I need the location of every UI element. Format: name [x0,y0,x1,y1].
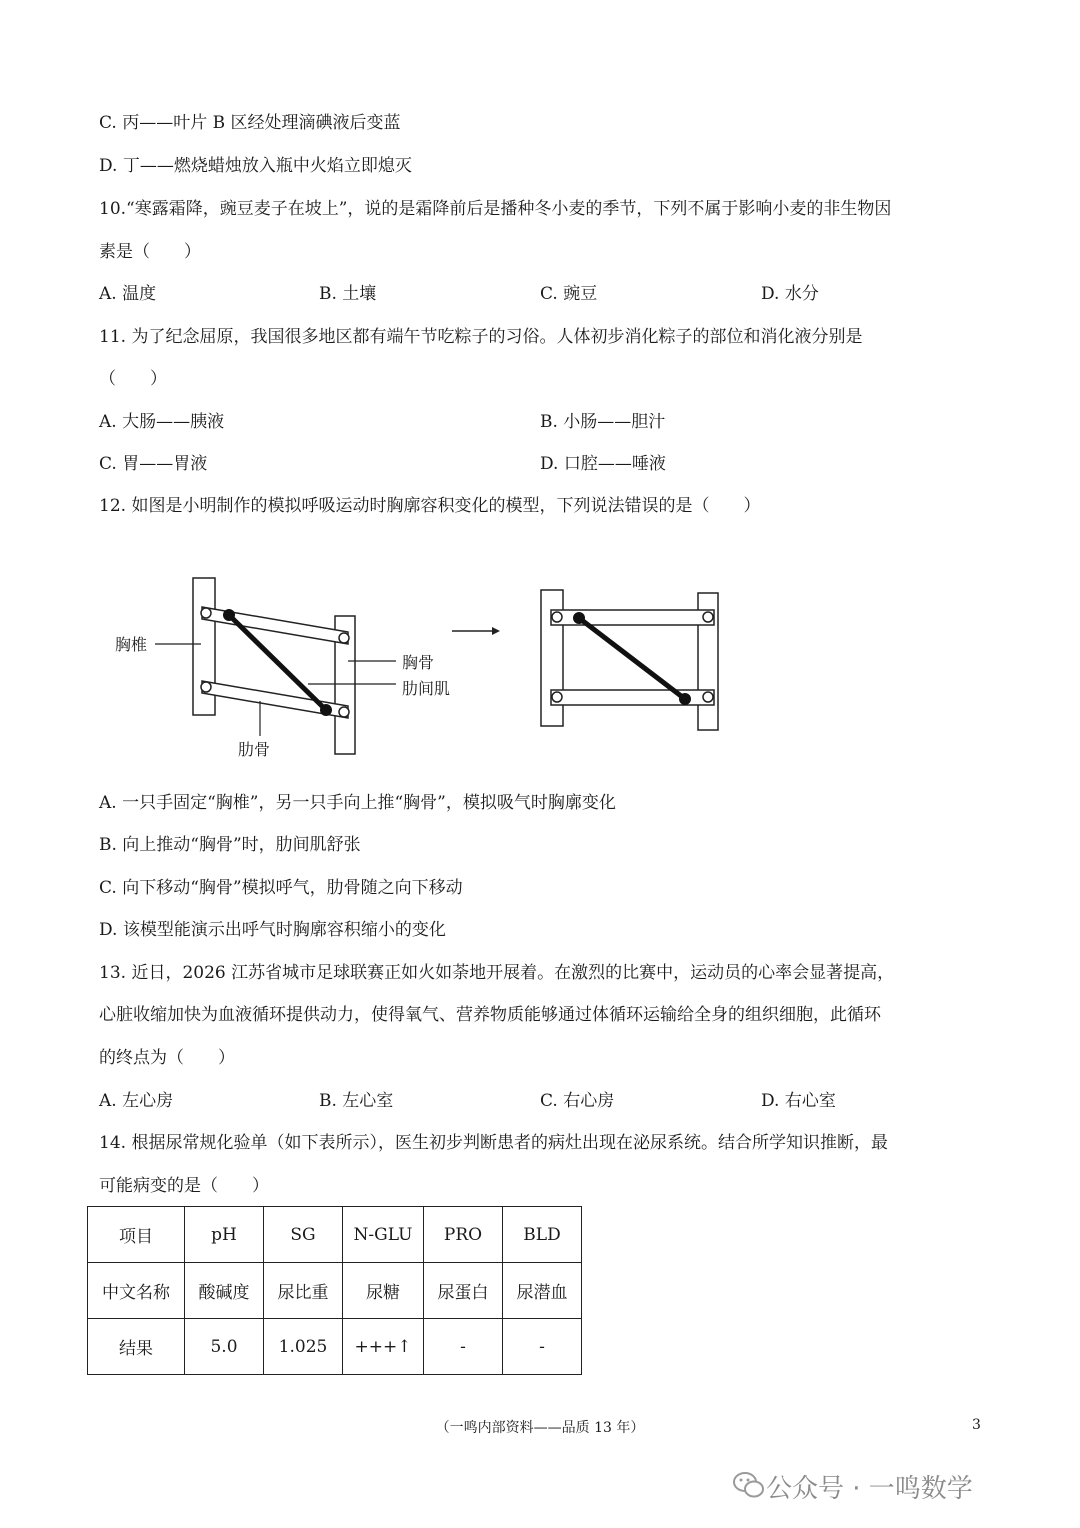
table-cell: 1.025 [264,1319,343,1375]
breathing-model-diagram [100,560,740,770]
q14-stem-line2: 可能病变的是（ ） [99,1176,269,1196]
table-cell: 结果 [88,1319,185,1375]
table-cell: SG [264,1207,343,1263]
q11-option-d: D. 口腔——唾液 [540,454,666,474]
label-rib: 肋骨 [238,740,271,759]
table-cell: N-GLU [343,1207,424,1263]
q10-option-b: B. 土壤 [319,284,377,304]
q11-option-b: B. 小肠——胆汁 [540,412,666,432]
table-cell: PRO [424,1207,503,1263]
q12-stem: 12. 如图是小明制作的模拟呼吸运动时胸廓容积变化的模型，下列说法错误的是（ ） [99,496,761,516]
table-cell: BLD [503,1207,582,1263]
table-cell: 尿比重 [264,1263,343,1319]
q10-stem-line2: 素是（ ） [99,242,201,262]
q12-option-b: B. 向上推动“胸骨”时，肋间肌舒张 [99,835,361,855]
q12-option-c: C. 向下移动“胸骨”模拟呼气，肋骨随之向下移动 [99,878,463,898]
q13-option-a: A. 左心房 [99,1091,174,1111]
q10-stem-line1: 10.“寒露霜降，豌豆麦子在坡上”，说的是霜降前后是播种冬小麦的季节，下列不属于影响小麦的非生物因 [99,199,892,219]
q11-option-a: A. 大肠——胰液 [99,412,225,432]
wechat-icon [732,1470,766,1500]
table-cell: 中文名称 [88,1263,185,1319]
table-cell: +++↑ [343,1319,424,1375]
q13-option-d: D. 右心室 [761,1091,836,1111]
table-cell: 5.0 [185,1319,264,1375]
table-row [88,1319,582,1375]
table-cell: 尿蛋白 [424,1263,503,1319]
q12-option-a: A. 一只手固定“胸椎”，另一只手向上推“胸骨”，模拟吸气时胸廓变化 [99,793,616,813]
q14-stem-line1: 14. 根据尿常规化验单（如下表所示），医生初步判断患者的病灶出现在泌尿系统。结合所学知识推断，最 [99,1133,888,1153]
table-cell: 尿潜血 [503,1263,582,1319]
q11-option-c: C. 胃——胃液 [99,454,208,474]
table-cell: - [503,1319,582,1375]
label-sternum: 胸骨 [402,653,435,672]
table-cell: pH [185,1207,264,1263]
page-footer: （一鸣内部资料——品质 13 年） [435,1420,645,1436]
table-cell: 尿糖 [343,1263,424,1319]
q13-stem-line2: 心脏收缩加快为血液循环提供动力，使得氧气、营养物质能够通过体循环运输给全身的组织细胞，此循环 [99,1005,881,1025]
q13-stem-line3: 的终点为（ ） [99,1048,235,1068]
page-number: 3 [972,1417,981,1433]
q9-option-c: C. 丙——叶片 B 区经处理滴碘液后变蓝 [99,113,401,133]
table-row [88,1207,582,1263]
label-spine: 胸椎 [115,635,148,654]
table-cell: 酸碱度 [185,1263,264,1319]
table-cell: - [424,1319,503,1375]
watermark: 公众号 · 一鸣数学 [766,1474,973,1504]
intercostal-muscle-right [579,618,685,699]
q12-option-d: D. 该模型能演示出呼气时胸廓容积缩小的变化 [99,920,446,940]
urine-test-table [87,1206,582,1375]
q11-stem-line2: （ ） [99,369,167,389]
q10-option-c: C. 豌豆 [540,284,598,304]
q13-stem-line1: 13. 近日，2026 江苏省城市足球联赛正如火如荼地开展着。在激烈的比赛中，运动员的心率会显著提高， [99,963,895,983]
q10-option-a: A. 温度 [99,284,157,304]
table-cell: 项目 [88,1207,185,1263]
label-intercostal: 肋间肌 [402,679,451,698]
q13-option-b: B. 左心室 [319,1091,394,1111]
q10-option-d: D. 水分 [761,284,819,304]
q11-stem-line1: 11. 为了纪念屈原，我国很多地区都有端午节吃粽子的习俗。人体初步消化粽子的部位和消化液分别是 [99,327,863,347]
q9-option-d: D. 丁——燃烧蜡烛放入瓶中火焰立即熄灭 [99,156,412,176]
q13-option-c: C. 右心房 [540,1091,615,1111]
table-row [88,1263,582,1319]
